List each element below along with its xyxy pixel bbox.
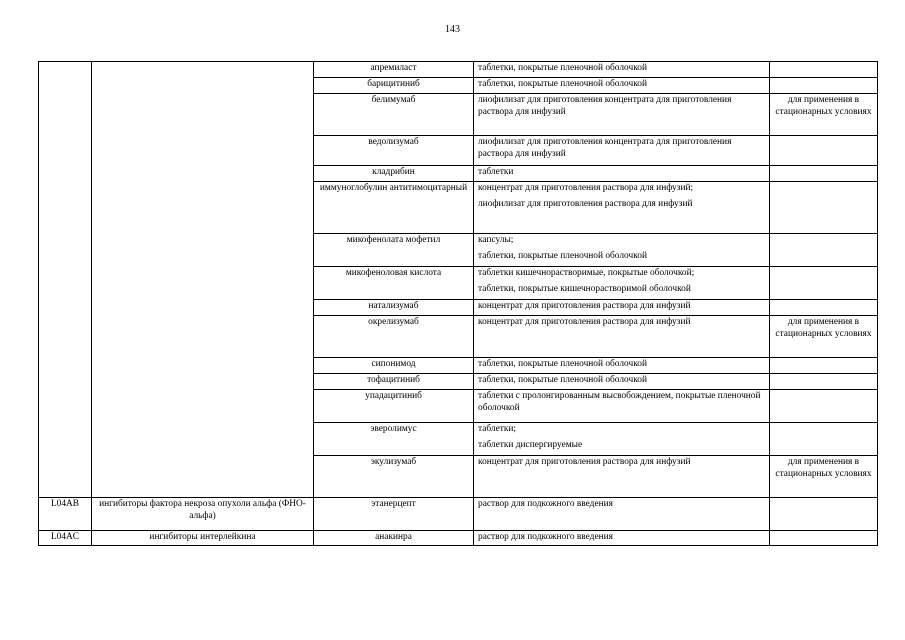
group-name-cell: ингибиторы интерлейкина [92,531,314,546]
drug-name-cell: упадацитиниб [314,390,474,423]
dosage-form-cell [474,182,770,234]
table-body [39,62,878,546]
atc-code-cell [39,62,92,498]
drug-name-cell: натализумаб [314,300,474,316]
dosage-form-line: концентрат для приготовления раствора для инфузий [478,301,691,311]
dosage-form-cell [474,78,770,94]
note-cell [770,358,878,374]
drug-name-cell: барицитиниб [314,78,474,94]
dosage-form-line: таблетки кишечнорастворимые, покрытые оболочкой; [478,268,695,278]
page-number: 143 [445,24,460,35]
dosage-form-cell [474,531,770,546]
dosage-form-line: таблетки, покрытые пленочной оболочкой [478,79,647,89]
dosage-form-line: таблетки, покрытые пленочной оболочкой [478,63,647,73]
dosage-form-cell [474,390,770,423]
drug-name-cell: микофенолата мофетил [314,234,474,267]
table-row [39,531,878,546]
dosage-form-cell [474,423,770,456]
dosage-form-cell [474,267,770,300]
dosage-form-line: раствор для подкожного введения [478,532,613,542]
note-cell [770,182,878,234]
dosage-form-line: таблетки с пролонгированным высвобождением, покрытые пленочной оболочкой [478,391,761,413]
dosage-form-line: лиофилизат для приготовления раствора для инфузий [478,199,693,209]
dosage-form-line: таблетки диспергируемые [478,440,583,450]
note-cell [770,390,878,423]
drug-name-cell: сипонимод [314,358,474,374]
note-cell [770,78,878,94]
drug-name-cell: этанерцепт [314,498,474,531]
dosage-form-cell [474,316,770,358]
dosage-form-line: концентрат для приготовления раствора для инфузий [478,457,691,467]
dosage-form-line: таблетки [478,167,514,177]
dosage-form-cell [474,300,770,316]
note-cell [770,374,878,390]
drug-name-cell: экулизумаб [314,456,474,498]
dosage-form-cell [474,234,770,267]
dosage-form-line: таблетки, покрытые пленочной оболочкой [478,375,647,385]
atc-code-cell: L04AC [39,531,92,546]
drug-name-cell: иммуноглобулин антитимоцитарный [314,182,474,234]
dosage-form-line: капсулы; [478,235,514,245]
dosage-form-cell [474,166,770,182]
note-cell [770,136,878,166]
drug-name-cell: тофацитиниб [314,374,474,390]
dosage-form-cell [474,374,770,390]
note-cell [770,498,878,531]
dosage-form-line: таблетки, покрытые кишечнорастворимой оболочкой [478,284,691,294]
table-row [39,62,878,78]
group-name-cell [92,62,314,498]
atc-code-cell: L04AB [39,498,92,531]
dosage-form-line: лиофилизат для приготовления концентрата для приготовления раствора для инфузий [478,95,732,117]
dosage-form-cell [474,136,770,166]
drug-name-cell: кладрибин [314,166,474,182]
dosage-form-line: концентрат для приготовления раствора для инфузий [478,317,691,327]
dosage-form-line: таблетки, покрытые пленочной оболочкой [478,359,647,369]
dosage-form-cell [474,94,770,136]
note-cell [770,166,878,182]
drug-name-cell: анакинра [314,531,474,546]
drug-name-cell: микофеноловая кислота [314,267,474,300]
table-row [39,498,878,531]
note-cell [770,423,878,456]
dosage-form-line: раствор для подкожного введения [478,499,613,509]
drug-name-cell: белимумаб [314,94,474,136]
note-cell [770,267,878,300]
note-cell [770,234,878,267]
drug-name-cell: апремиласт [314,62,474,78]
group-name-cell: ингибиторы фактора некроза опухоли альфа (ФНО-альфа) [92,498,314,531]
dosage-form-line: концентрат для приготовления раствора для инфузий; [478,183,694,193]
dosage-form-cell [474,358,770,374]
note-cell [770,300,878,316]
note-cell: для применения в стационарных условиях [770,94,878,136]
note-cell [770,531,878,546]
drug-name-cell: ведолизумаб [314,136,474,166]
note-cell: для применения в стационарных условиях [770,456,878,498]
drug-name-cell: окрелизумаб [314,316,474,358]
dosage-form-line: таблетки; [478,424,517,434]
note-cell [770,62,878,78]
drug-table [38,61,878,546]
drug-name-cell: эверолимус [314,423,474,456]
note-cell: для применения в стационарных условиях [770,316,878,358]
dosage-form-cell [474,498,770,531]
dosage-form-line: лиофилизат для приготовления концентрата для приготовления раствора для инфузий [478,137,732,159]
dosage-form-line: таблетки, покрытые пленочной оболочкой [478,251,647,261]
dosage-form-cell [474,62,770,78]
dosage-form-cell [474,456,770,498]
